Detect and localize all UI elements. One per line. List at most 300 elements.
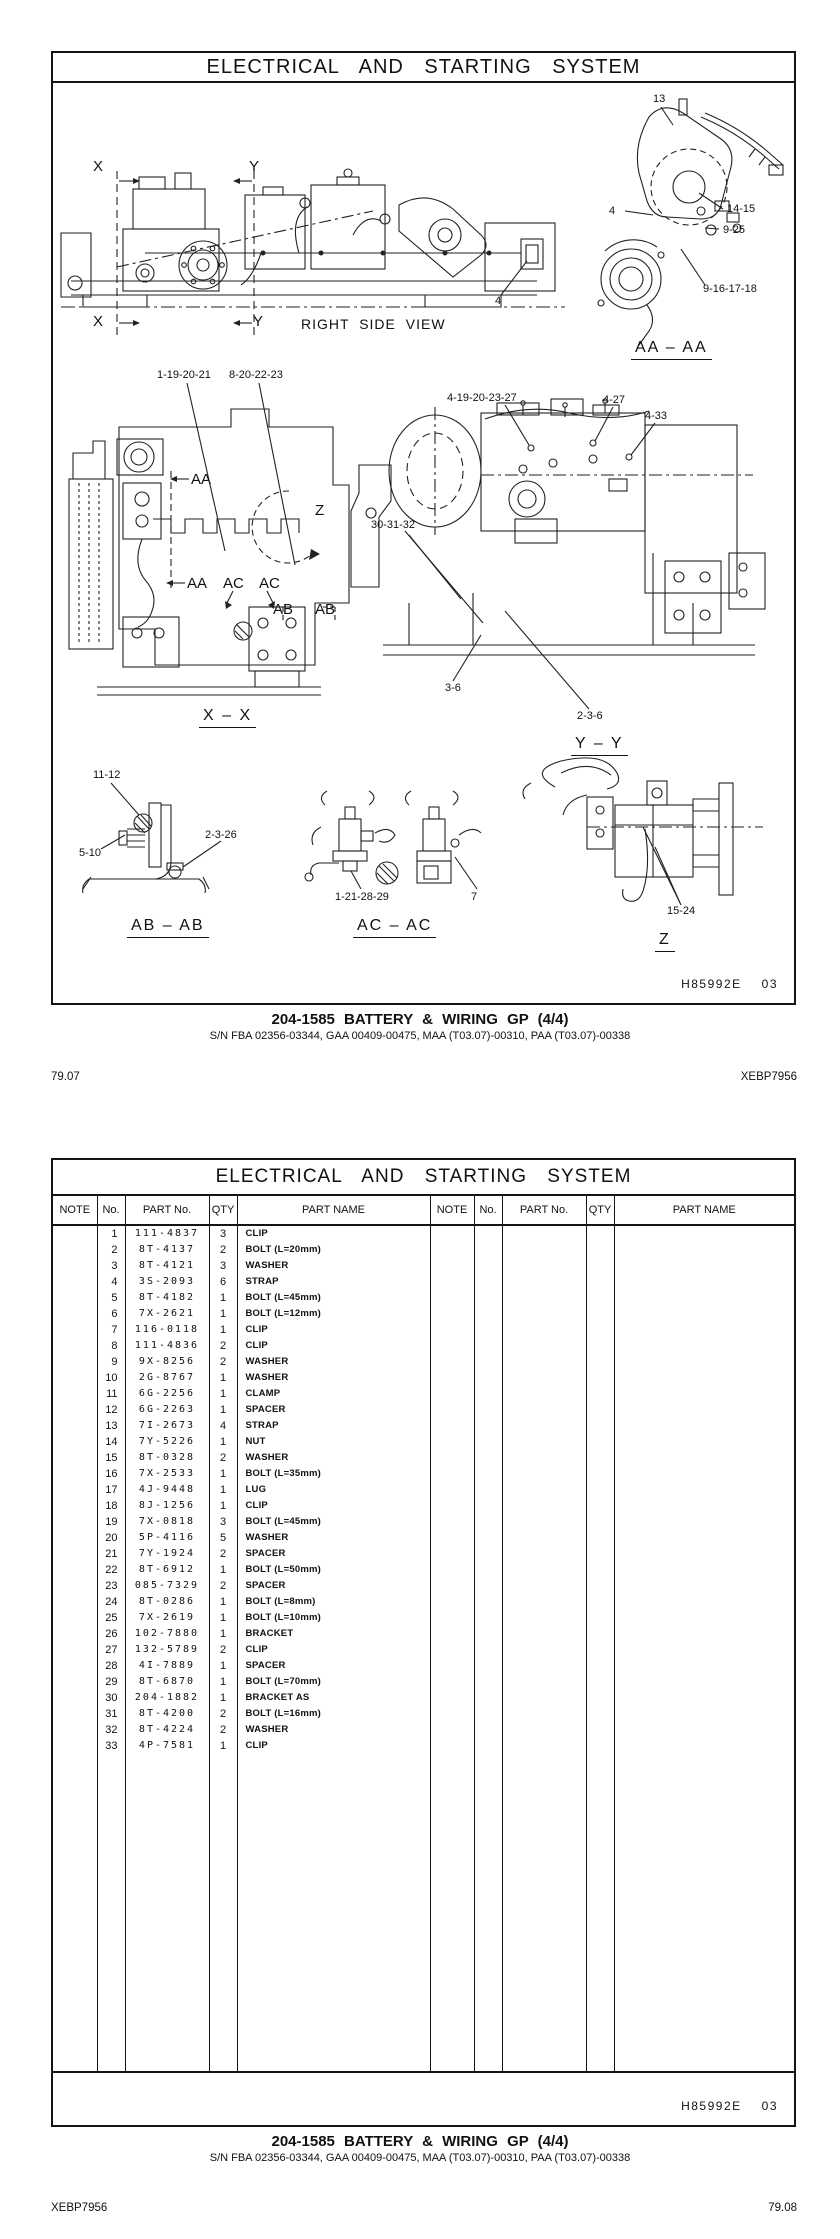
part-no-cell (502, 1225, 586, 1242)
table-row (53, 1258, 794, 1274)
no-cell (474, 1498, 502, 1514)
part-name-cell (614, 1322, 794, 1338)
part-no-cell (502, 1642, 586, 1658)
doc-code-2: H85992E (681, 2099, 742, 2113)
part-no-cell (502, 1450, 586, 1466)
page-refs-page1 (51, 1071, 797, 1083)
part-no-cell (502, 1738, 586, 1754)
qty-cell: 1 (209, 1482, 237, 1498)
qty-cell: 1 (209, 1402, 237, 1418)
table-row (53, 1706, 794, 1722)
no-cell: 25 (97, 1610, 125, 1626)
part-no-cell: 4P-7581 (125, 1738, 209, 1754)
part-name-cell (614, 1674, 794, 1690)
section-caption-ab-ab: AB – AB (127, 917, 209, 938)
group-title-page2: 204-1585 BATTERY & WIRING GP (4/4) (271, 2133, 569, 2150)
table-filler-row (53, 1754, 794, 2071)
table-row (53, 1546, 794, 1562)
no-cell: 11 (97, 1386, 125, 1402)
qty-cell (586, 1306, 614, 1322)
empty-cell (237, 1754, 430, 2071)
note-cell (53, 1530, 97, 1546)
no-cell (474, 1482, 502, 1498)
part-name-cell (614, 1706, 794, 1722)
note-cell (53, 1242, 97, 1258)
no-cell (474, 1690, 502, 1706)
table-header-row (53, 1196, 794, 1225)
part-no-cell (502, 1482, 586, 1498)
qty-cell (586, 1482, 614, 1498)
section-marker-y-bottom: Y (253, 313, 264, 330)
qty-cell (586, 1242, 614, 1258)
no-cell (474, 1610, 502, 1626)
no-cell: 24 (97, 1594, 125, 1610)
no-cell: 29 (97, 1674, 125, 1690)
part-no-cell (502, 1418, 586, 1434)
no-cell: 14 (97, 1434, 125, 1450)
no-cell: 33 (97, 1738, 125, 1754)
qty-cell (586, 1498, 614, 1514)
no-cell (474, 1434, 502, 1450)
qty-cell: 3 (209, 1258, 237, 1274)
table-row (53, 1322, 794, 1338)
no-cell (474, 1306, 502, 1322)
part-name-cell: BOLT (L=12mm) (237, 1306, 430, 1322)
no-cell: 13 (97, 1418, 125, 1434)
qty-cell (586, 1658, 614, 1674)
note-cell (430, 1418, 474, 1434)
empty-cell (97, 1754, 125, 2071)
marker-ab-2: AB (315, 601, 336, 618)
table-row (53, 1578, 794, 1594)
no-cell: 18 (97, 1498, 125, 1514)
no-cell (474, 1626, 502, 1642)
header-part-no-1: PART No. (125, 1196, 209, 1225)
part-no-cell: 7Y-1924 (125, 1546, 209, 1562)
part-no-cell (502, 1274, 586, 1290)
qty-cell: 3 (209, 1514, 237, 1530)
note-cell (430, 1498, 474, 1514)
marker-ab-1: AB (273, 601, 294, 618)
note-cell (53, 1434, 97, 1450)
part-name-cell: SPACER (237, 1546, 430, 1562)
part-name-cell (614, 1738, 794, 1754)
table-row (53, 1434, 794, 1450)
callout-4-19-20-23-27: 4-19-20-23-27 (447, 392, 517, 404)
no-cell (474, 1658, 502, 1674)
part-name-cell (614, 1434, 794, 1450)
part-name-cell (614, 1530, 794, 1546)
note-cell (430, 1562, 474, 1578)
part-name-cell (614, 1258, 794, 1274)
part-name-cell (614, 1402, 794, 1418)
no-cell (474, 1674, 502, 1690)
note-cell (53, 1482, 97, 1498)
no-cell (474, 1370, 502, 1386)
note-cell (53, 1626, 97, 1642)
part-no-cell: 8T-4182 (125, 1290, 209, 1306)
part-no-cell: 6G-2263 (125, 1402, 209, 1418)
callout-11-12: 11-12 (93, 769, 121, 781)
part-no-cell (502, 1514, 586, 1530)
part-no-cell (502, 1258, 586, 1274)
no-cell (474, 1354, 502, 1370)
part-no-cell: 204-1882 (125, 1690, 209, 1706)
part-no-cell: 8T-4200 (125, 1706, 209, 1722)
note-cell (430, 1466, 474, 1482)
doc-code: H85992E (681, 977, 742, 991)
part-name-cell: SPACER (237, 1578, 430, 1594)
note-cell (430, 1322, 474, 1338)
part-no-cell (502, 1370, 586, 1386)
part-no-cell: 8T-4121 (125, 1258, 209, 1274)
part-name-cell (614, 1626, 794, 1642)
qty-cell: 2 (209, 1242, 237, 1258)
empty-cell (125, 1754, 209, 2071)
serial-range-page2: S/N FBA 02356-03344, GAA 00409-00475, MAA (T03.07)-00310, PAA (T03.07)-00338 (209, 2152, 631, 2164)
no-cell (474, 1738, 502, 1754)
part-name-cell (614, 1610, 794, 1626)
qty-cell: 1 (209, 1434, 237, 1450)
note-cell (430, 1242, 474, 1258)
doc-ref-right: XEBP7956 (740, 1071, 797, 1083)
note-cell (53, 1466, 97, 1482)
table-row (53, 1274, 794, 1290)
no-cell: 1 (97, 1225, 125, 1242)
part-no-cell: 8T-4137 (125, 1242, 209, 1258)
part-no-cell: 4I-7889 (125, 1658, 209, 1674)
note-cell (53, 1306, 97, 1322)
section-marker-x-top: X (93, 158, 104, 175)
no-cell (474, 1546, 502, 1562)
qty-cell (586, 1338, 614, 1354)
part-no-cell (502, 1610, 586, 1626)
right-side-view-caption: RIGHT SIDE VIEW (301, 316, 446, 332)
empty-cell (586, 1754, 614, 2071)
part-no-cell: 8T-6912 (125, 1562, 209, 1578)
empty-cell (502, 1754, 586, 2071)
callout-7: 7 (471, 891, 478, 903)
table-row (53, 1626, 794, 1642)
table-row (53, 1482, 794, 1498)
qty-cell (586, 1562, 614, 1578)
qty-cell (586, 1594, 614, 1610)
part-no-cell: 8T-0286 (125, 1594, 209, 1610)
no-cell: 7 (97, 1322, 125, 1338)
qty-cell: 2 (209, 1642, 237, 1658)
part-no-cell: 8T-4224 (125, 1722, 209, 1738)
part-name-cell (614, 1450, 794, 1466)
note-cell (430, 1258, 474, 1274)
note-cell (430, 1338, 474, 1354)
no-cell (474, 1225, 502, 1242)
note-cell (430, 1514, 474, 1530)
header-note-1: NOTE (53, 1196, 97, 1225)
qty-cell: 1 (209, 1594, 237, 1610)
no-cell (474, 1258, 502, 1274)
table-row (53, 1290, 794, 1306)
header-qty-1: QTY (209, 1196, 237, 1225)
marker-aa-2: AA (187, 575, 208, 592)
catalog-page-2 (51, 1158, 796, 2127)
part-name-cell: BOLT (L=8mm) (237, 1594, 430, 1610)
part-name-cell (614, 1594, 794, 1610)
callout-2-3-26: 2-3-26 (205, 829, 237, 841)
part-name-cell: BRACKET AS (237, 1690, 430, 1706)
part-name-cell (614, 1546, 794, 1562)
part-no-cell (502, 1578, 586, 1594)
callout-9-16-17-18: 9-16-17-18 (703, 283, 757, 295)
qty-cell: 1 (209, 1466, 237, 1482)
qty-cell: 6 (209, 1274, 237, 1290)
no-cell (474, 1338, 502, 1354)
table-row (53, 1642, 794, 1658)
part-name-cell (614, 1658, 794, 1674)
qty-cell: 1 (209, 1738, 237, 1754)
part-no-cell (502, 1690, 586, 1706)
part-name-cell: BOLT (L=16mm) (237, 1706, 430, 1722)
callout-4-aa: 4 (609, 205, 616, 217)
qty-cell: 2 (209, 1450, 237, 1466)
qty-cell: 3 (209, 1225, 237, 1242)
no-cell (474, 1530, 502, 1546)
part-name-cell: BRACKET (237, 1626, 430, 1642)
table-row (53, 1530, 794, 1546)
part-no-cell: 8T-0328 (125, 1450, 209, 1466)
part-no-cell: 7X-2619 (125, 1610, 209, 1626)
empty-cell (474, 1754, 502, 2071)
callout-1-19-20-21: 1-19-20-21 (157, 369, 211, 381)
part-no-cell (502, 1290, 586, 1306)
note-cell (53, 1546, 97, 1562)
table-row (53, 1514, 794, 1530)
part-name-cell: SPACER (237, 1402, 430, 1418)
part-name-cell: BOLT (L=45mm) (237, 1290, 430, 1306)
part-no-cell: 111-4836 (125, 1338, 209, 1354)
note-cell (430, 1626, 474, 1642)
qty-cell (586, 1706, 614, 1722)
note-cell (53, 1402, 97, 1418)
part-name-cell: STRAP (237, 1418, 430, 1434)
header-qty-2: QTY (586, 1196, 614, 1225)
qty-cell (586, 1225, 614, 1242)
header-part-name-1: PART NAME (237, 1196, 430, 1225)
part-no-cell (502, 1594, 586, 1610)
note-cell (430, 1594, 474, 1610)
note-cell (430, 1690, 474, 1706)
table-row (53, 1722, 794, 1738)
note-cell (430, 1290, 474, 1306)
part-no-cell (502, 1530, 586, 1546)
part-name-cell: BOLT (L=70mm) (237, 1674, 430, 1690)
part-name-cell (614, 1386, 794, 1402)
part-name-cell: CLIP (237, 1225, 430, 1242)
note-cell (53, 1674, 97, 1690)
qty-cell: 1 (209, 1626, 237, 1642)
document-code-page1 (681, 977, 778, 991)
parts-table (53, 1196, 794, 2071)
part-name-cell (614, 1498, 794, 1514)
page-number-right: 79.08 (768, 2202, 797, 2214)
marker-aa-1: AA (191, 471, 212, 488)
no-cell: 19 (97, 1514, 125, 1530)
qty-cell (586, 1626, 614, 1642)
table-row (53, 1466, 794, 1482)
table-row (53, 1402, 794, 1418)
diagram-area-page1 (53, 83, 794, 1003)
qty-cell (586, 1546, 614, 1562)
no-cell: 10 (97, 1370, 125, 1386)
part-no-cell: 3S-2093 (125, 1274, 209, 1290)
no-cell: 6 (97, 1306, 125, 1322)
no-cell: 28 (97, 1658, 125, 1674)
part-no-cell (502, 1242, 586, 1258)
part-no-cell (502, 1466, 586, 1482)
page-number-left: 79.07 (51, 1071, 80, 1083)
part-name-cell (614, 1514, 794, 1530)
no-cell (474, 1418, 502, 1434)
qty-cell: 5 (209, 1530, 237, 1546)
part-name-cell: LUG (237, 1482, 430, 1498)
part-name-cell (614, 1242, 794, 1258)
part-name-cell: WASHER (237, 1722, 430, 1738)
no-cell: 23 (97, 1578, 125, 1594)
no-cell (474, 1722, 502, 1738)
part-no-cell (502, 1306, 586, 1322)
no-cell: 12 (97, 1402, 125, 1418)
doc-revision-2: 03 (761, 2099, 778, 2113)
note-cell (430, 1370, 474, 1386)
no-cell: 3 (97, 1258, 125, 1274)
marker-ac-2: AC (259, 575, 280, 592)
table-row (53, 1225, 794, 1242)
part-no-cell (502, 1674, 586, 1690)
no-cell: 16 (97, 1466, 125, 1482)
section-caption-y-y: Y – Y (571, 735, 628, 756)
part-name-cell: NUT (237, 1434, 430, 1450)
doc-ref-left: XEBP7956 (51, 2202, 108, 2214)
note-cell (430, 1386, 474, 1402)
part-name-cell (614, 1690, 794, 1706)
part-no-cell (502, 1338, 586, 1354)
part-name-cell: BOLT (L=20mm) (237, 1242, 430, 1258)
part-name-cell: CLIP (237, 1322, 430, 1338)
page-title-2: ELECTRICAL AND STARTING SYSTEM (53, 1160, 794, 1196)
table-row (53, 1738, 794, 1754)
note-cell (53, 1642, 97, 1658)
no-cell: 26 (97, 1626, 125, 1642)
part-name-cell: WASHER (237, 1258, 430, 1274)
note-cell (53, 1738, 97, 1754)
part-name-cell: WASHER (237, 1450, 430, 1466)
no-cell (474, 1290, 502, 1306)
qty-cell (586, 1434, 614, 1450)
qty-cell (586, 1450, 614, 1466)
part-name-cell (614, 1482, 794, 1498)
note-cell (53, 1338, 97, 1354)
part-name-cell (614, 1562, 794, 1578)
note-cell (430, 1434, 474, 1450)
table-row (53, 1658, 794, 1674)
callout-5-10: 5-10 (79, 847, 102, 859)
note-cell (430, 1450, 474, 1466)
part-name-cell (614, 1306, 794, 1322)
table-row (53, 1610, 794, 1626)
note-cell (430, 1578, 474, 1594)
no-cell (474, 1562, 502, 1578)
no-cell: 22 (97, 1562, 125, 1578)
header-note-2: NOTE (430, 1196, 474, 1225)
page-title: ELECTRICAL AND STARTING SYSTEM (53, 53, 794, 83)
note-cell (430, 1738, 474, 1754)
note-cell (430, 1225, 474, 1242)
no-cell: 15 (97, 1450, 125, 1466)
no-cell: 21 (97, 1546, 125, 1562)
header-part-no-2: PART No. (502, 1196, 586, 1225)
note-cell (53, 1562, 97, 1578)
note-cell (430, 1274, 474, 1290)
section-caption-x-x: X – X (199, 707, 256, 728)
no-cell: 31 (97, 1706, 125, 1722)
note-cell (53, 1514, 97, 1530)
part-no-cell: 9X-8256 (125, 1354, 209, 1370)
note-cell (53, 1322, 97, 1338)
note-cell (430, 1642, 474, 1658)
part-name-cell (614, 1338, 794, 1354)
part-no-cell: 132-5789 (125, 1642, 209, 1658)
part-no-cell (502, 1722, 586, 1738)
marker-z: Z (315, 502, 325, 519)
callout-14-15: 14-15 (727, 203, 756, 215)
note-cell (53, 1225, 97, 1242)
part-no-cell (502, 1546, 586, 1562)
part-name-cell (614, 1466, 794, 1482)
note-cell (53, 1274, 97, 1290)
no-cell (474, 1242, 502, 1258)
part-no-cell: 4J-9448 (125, 1482, 209, 1498)
qty-cell (586, 1402, 614, 1418)
note-cell (53, 1258, 97, 1274)
part-name-cell (614, 1354, 794, 1370)
qty-cell: 1 (209, 1690, 237, 1706)
qty-cell: 4 (209, 1418, 237, 1434)
part-name-cell (614, 1578, 794, 1594)
no-cell (474, 1450, 502, 1466)
note-cell (430, 1610, 474, 1626)
engine-diagrams-drawing (53, 83, 794, 973)
note-cell (53, 1658, 97, 1674)
qty-cell: 1 (209, 1658, 237, 1674)
note-cell (53, 1498, 97, 1514)
empty-cell (430, 1754, 474, 2071)
document-code-page2 (681, 2099, 778, 2113)
part-no-cell (502, 1498, 586, 1514)
part-name-cell (614, 1290, 794, 1306)
note-cell (53, 1578, 97, 1594)
empty-cell (209, 1754, 237, 2071)
qty-cell: 2 (209, 1354, 237, 1370)
qty-cell: 1 (209, 1322, 237, 1338)
note-cell (53, 1354, 97, 1370)
qty-cell: 1 (209, 1610, 237, 1626)
qty-cell (586, 1386, 614, 1402)
part-no-cell: 111-4837 (125, 1225, 209, 1242)
part-no-cell: 085-7329 (125, 1578, 209, 1594)
qty-cell (586, 1690, 614, 1706)
note-cell (53, 1690, 97, 1706)
no-cell: 2 (97, 1242, 125, 1258)
callout-4-main: 4 (495, 295, 502, 307)
